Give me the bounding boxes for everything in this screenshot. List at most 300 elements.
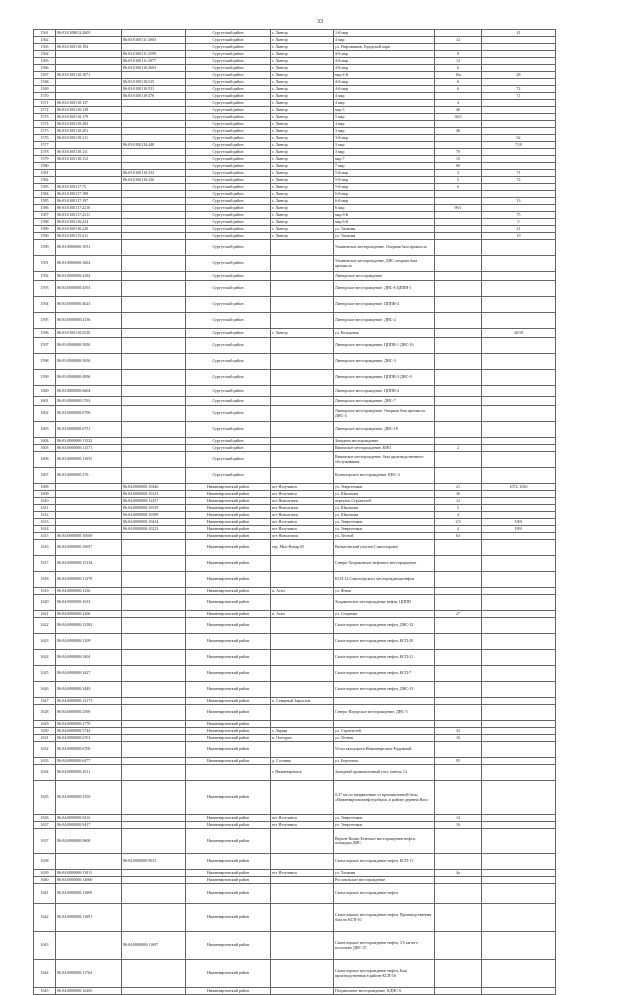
settlement-cell: пгт Излучинск bbox=[271, 822, 334, 829]
building-cadastral-number-cell bbox=[122, 618, 186, 634]
settlement-cell bbox=[271, 397, 334, 406]
house-number-cell: 2 bbox=[435, 445, 482, 452]
table-row bbox=[34, 932, 556, 960]
settlement-cell: г. Лянтор bbox=[271, 329, 334, 338]
cadastral-number-cell bbox=[56, 505, 122, 512]
street-cell: Лянторское месторождение, ДНС-6 ЦППН-1 bbox=[334, 281, 435, 297]
district-cell: Сургутский район bbox=[186, 156, 271, 163]
table-row bbox=[34, 884, 556, 904]
cadastral-number-cell: 86:04:0000000:6761 bbox=[56, 735, 122, 742]
room-number-cell bbox=[482, 100, 556, 107]
house-number-cell bbox=[435, 960, 482, 988]
room-number-cell bbox=[482, 595, 556, 611]
house-number-cell bbox=[435, 219, 482, 226]
room-number-cell bbox=[482, 721, 556, 728]
house-number-cell: 36/3 bbox=[435, 114, 482, 121]
table-row bbox=[34, 988, 556, 995]
room-number-cell bbox=[482, 932, 556, 960]
table-row bbox=[34, 233, 556, 240]
cadastral-number-cell bbox=[56, 37, 122, 44]
settlement-cell: г. Лянтор bbox=[271, 72, 334, 79]
street-cell: 3 мкр bbox=[334, 142, 435, 149]
street-cell: Северо-Покурское месторождение, ДНС-5 bbox=[334, 705, 435, 721]
building-cadastral-number-cell bbox=[122, 212, 186, 219]
settlement-cell bbox=[271, 682, 334, 698]
cadastral-number-cell: 86:04:0000000:2911 bbox=[56, 765, 122, 781]
cadastral-number-cell bbox=[56, 79, 122, 86]
room-number-cell bbox=[482, 272, 556, 281]
settlement-cell bbox=[271, 572, 334, 588]
room-number-cell bbox=[482, 512, 556, 519]
row-number-cell: 1624 bbox=[34, 650, 56, 666]
building-cadastral-number-cell bbox=[122, 156, 186, 163]
room-number-cell bbox=[482, 191, 556, 198]
building-cadastral-number-cell: 86:04:0000000:10123 bbox=[122, 491, 186, 498]
street-cell: 6-й мкр bbox=[334, 191, 435, 198]
district-cell: Нижневартовский район bbox=[186, 822, 271, 829]
table-row bbox=[34, 572, 556, 588]
building-cadastral-number-cell: 86:03:0100110:326 bbox=[122, 177, 186, 184]
settlement-cell bbox=[271, 829, 334, 854]
table-row bbox=[34, 86, 556, 93]
room-number-cell bbox=[482, 184, 556, 191]
building-cadastral-number-cell bbox=[122, 634, 186, 650]
district-cell: Нижневартовский район bbox=[186, 650, 271, 666]
cadastral-number-cell: 86:04:0000000:12173 bbox=[56, 698, 122, 705]
district-cell: Сургутский район bbox=[186, 272, 271, 281]
building-cadastral-number-cell bbox=[122, 904, 186, 932]
table-row bbox=[34, 765, 556, 781]
house-number-cell: 27 bbox=[435, 611, 482, 618]
table-row bbox=[34, 854, 556, 870]
house-number-cell bbox=[435, 329, 482, 338]
room-number-cell bbox=[482, 397, 556, 406]
house-number-cell bbox=[435, 781, 482, 815]
row-number-cell: 1637 bbox=[34, 822, 56, 829]
cadastral-number-cell: 86:04:0000000:1236 bbox=[56, 588, 122, 595]
room-number-cell bbox=[482, 540, 556, 556]
cadastral-number-cell bbox=[56, 58, 122, 65]
settlement-cell bbox=[271, 721, 334, 728]
row-number-cell: 1594 bbox=[34, 297, 56, 313]
street-cell: Лянторское месторождение bbox=[334, 272, 435, 281]
district-cell: Нижневартовский район bbox=[186, 634, 271, 650]
building-cadastral-number-cell: 86:03:0100110:332 bbox=[122, 170, 186, 177]
table-row bbox=[34, 397, 556, 406]
cadastral-number-cell: 86:03:0000000:5763 bbox=[56, 397, 122, 406]
street-cell: мкр 5 bbox=[334, 107, 435, 114]
room-number-cell bbox=[482, 572, 556, 588]
settlement-cell: г. Лянтор bbox=[271, 212, 334, 219]
district-cell: Сургутский район bbox=[186, 354, 271, 370]
district-cell: Нижневартовский район bbox=[186, 877, 271, 884]
room-number-cell bbox=[482, 163, 556, 170]
settlement-cell: г. Лянтор bbox=[271, 100, 334, 107]
street-cell: ул. Энергетиков bbox=[334, 484, 435, 491]
room-number-cell: 72 bbox=[482, 86, 556, 93]
building-cadastral-number-cell bbox=[122, 226, 186, 233]
row-number-cell: 1644 bbox=[34, 960, 56, 988]
building-cadastral-number-cell bbox=[122, 884, 186, 904]
building-cadastral-number-cell bbox=[122, 705, 186, 721]
district-cell: Сургутский район bbox=[186, 397, 271, 406]
cadastral-number-cell bbox=[56, 51, 122, 58]
building-cadastral-number-cell bbox=[122, 781, 186, 815]
house-number-cell bbox=[435, 682, 482, 698]
room-number-cell bbox=[482, 781, 556, 815]
district-cell: Сургутский район bbox=[186, 163, 271, 170]
room-number-cell bbox=[482, 354, 556, 370]
street-cell bbox=[334, 698, 435, 705]
district-cell: Сургутский район bbox=[186, 212, 271, 219]
table-row bbox=[34, 877, 556, 884]
table-row bbox=[34, 205, 556, 212]
street-cell: 4-й мкр bbox=[334, 65, 435, 72]
table-row bbox=[34, 281, 556, 297]
house-number-cell bbox=[435, 281, 482, 297]
street-cell: Ульяновское месторождение, ДНС опорная база промысла bbox=[334, 256, 435, 272]
district-cell: Сургутский район bbox=[186, 149, 271, 156]
settlement-cell: г. Лянтор bbox=[271, 142, 334, 149]
district-cell: Нижневартовский район bbox=[186, 758, 271, 765]
cadastral-number-cell: 86:04:0000000:3449 bbox=[56, 682, 122, 698]
row-number-cell: 1572 bbox=[34, 107, 56, 114]
room-number-cell: 75 bbox=[482, 212, 556, 219]
street-cell: КСП-14 Самотлорского месторождения нефти bbox=[334, 572, 435, 588]
district-cell: Нижневартовский район bbox=[186, 526, 271, 533]
cadastral-number-cell: 86:03:0100110:138 bbox=[56, 107, 122, 114]
row-number-cell: 1587 bbox=[34, 212, 56, 219]
table-row bbox=[34, 386, 556, 397]
house-number-cell bbox=[435, 272, 482, 281]
cadastral-number-cell: 86:03:0000000:11532 bbox=[56, 438, 122, 445]
house-number-cell: 6 bbox=[435, 79, 482, 86]
cadastral-number-cell: 86:04:0000000:5744 bbox=[56, 728, 122, 735]
street-cell: 4 мкр bbox=[334, 37, 435, 44]
street-cell: Северо-Хохряковское нефтяное месторождение bbox=[334, 556, 435, 572]
street-cell: Самотлорское месторождение нефти, База производственная в районе КСП-16 bbox=[334, 960, 435, 988]
row-number-cell: 1642 bbox=[34, 904, 56, 932]
room-number-cell bbox=[482, 533, 556, 540]
street-cell: 3 мкр bbox=[334, 128, 435, 135]
settlement-cell: г. Лянтор bbox=[271, 79, 334, 86]
cadastral-number-cell: 86:04:0000000:12582 bbox=[56, 618, 122, 634]
house-number-cell bbox=[435, 438, 482, 445]
house-number-cell bbox=[435, 44, 482, 51]
street-cell: 4 мкр bbox=[334, 93, 435, 100]
house-number-cell: 16 bbox=[435, 822, 482, 829]
row-number-cell: 1639 bbox=[34, 870, 56, 877]
room-number-cell bbox=[482, 205, 556, 212]
street-cell: Верхне-Колик-Еганское месторождение нефти, площадка ДНС bbox=[334, 829, 435, 854]
street-cell: ул. Таежная bbox=[334, 870, 435, 877]
settlement-cell bbox=[271, 781, 334, 815]
table-row bbox=[34, 72, 556, 79]
settlement-cell: г. Лянтор bbox=[271, 226, 334, 233]
row-number-cell: 1565 bbox=[34, 58, 56, 65]
settlement-cell bbox=[271, 452, 334, 468]
house-number-cell: 4а bbox=[435, 870, 482, 877]
cadastral-number-cell bbox=[56, 93, 122, 100]
settlement-cell: пгт Излучинск bbox=[271, 484, 334, 491]
house-number-cell bbox=[435, 121, 482, 128]
street-cell: 1-й мкр bbox=[334, 30, 435, 37]
district-cell: Сургутский район bbox=[186, 100, 271, 107]
cadastral-number-cell: 86:04:0000000:10049 bbox=[56, 533, 122, 540]
settlement-cell: пгт Излучинск bbox=[271, 491, 334, 498]
building-cadastral-number-cell bbox=[122, 533, 186, 540]
table-row bbox=[34, 163, 556, 170]
settlement-cell bbox=[271, 281, 334, 297]
street-cell: ул. Энергетиков bbox=[334, 526, 435, 533]
settlement-cell: п. Аган bbox=[271, 611, 334, 618]
street-cell: переулок Строителей bbox=[334, 498, 435, 505]
table-row bbox=[34, 198, 556, 205]
cadastral-number-cell: 86:03:0000000:11055 bbox=[56, 452, 122, 468]
building-cadastral-number-cell bbox=[122, 297, 186, 313]
settlement-cell: пгт Новоаганск bbox=[271, 505, 334, 512]
house-number-cell bbox=[435, 142, 482, 149]
street-cell: Западное месторождение bbox=[334, 438, 435, 445]
building-cadastral-number-cell bbox=[122, 256, 186, 272]
table-row bbox=[34, 519, 556, 526]
row-number-cell: 1590 bbox=[34, 240, 56, 256]
settlement-cell: г. Лянтор bbox=[271, 184, 334, 191]
building-cadastral-number-cell: 86:04:0000000:10399 bbox=[122, 512, 186, 519]
district-cell: Нижневартовский район bbox=[186, 829, 271, 854]
settlement-cell bbox=[271, 313, 334, 329]
table-row bbox=[34, 354, 556, 370]
house-number-cell bbox=[435, 452, 482, 468]
table-row bbox=[34, 329, 556, 338]
building-cadastral-number-cell bbox=[122, 829, 186, 854]
house-number-cell: 16 bbox=[435, 735, 482, 742]
room-number-cell bbox=[482, 121, 556, 128]
table-row bbox=[34, 406, 556, 422]
house-number-cell bbox=[435, 904, 482, 932]
table-row bbox=[34, 634, 556, 650]
table-row bbox=[34, 445, 556, 452]
building-cadastral-number-cell bbox=[122, 370, 186, 386]
cadastral-number-cell: 86:03:0100115:211 bbox=[56, 233, 122, 240]
settlement-cell: г. Лянтор bbox=[271, 121, 334, 128]
row-number-cell: 1576 bbox=[34, 135, 56, 142]
district-cell: Нижневартовский район bbox=[186, 519, 271, 526]
row-number-cell: 1640 bbox=[34, 877, 56, 884]
house-number-cell: 6 bbox=[435, 86, 482, 93]
table-row bbox=[34, 438, 556, 445]
cadastral-number-cell: 86:03:0000000:1051 bbox=[56, 240, 122, 256]
table-row bbox=[34, 65, 556, 72]
settlement-cell: пгт Излучинск bbox=[271, 870, 334, 877]
district-cell: Сургутский район bbox=[186, 79, 271, 86]
street-cell: мкр 7 bbox=[334, 156, 435, 163]
settlement-cell bbox=[271, 438, 334, 445]
district-cell: Сургутский район bbox=[186, 30, 271, 37]
settlement-cell: пгт Новоаганск bbox=[271, 512, 334, 519]
table-row bbox=[34, 682, 556, 698]
table-row bbox=[34, 556, 556, 572]
street-cell: 5-й мкр bbox=[334, 177, 435, 184]
street-cell: Самотлорское месторождение нефти, КСП-21 bbox=[334, 650, 435, 666]
street-cell: 5-й мкр bbox=[334, 184, 435, 191]
row-number-cell: 1613 bbox=[34, 519, 56, 526]
building-cadastral-number-cell bbox=[122, 121, 186, 128]
district-cell: Нижневартовский район bbox=[186, 491, 271, 498]
cadastral-number-cell bbox=[56, 932, 122, 960]
table-row bbox=[34, 114, 556, 121]
street-cell: Самотлорское месторождение нефти, 3,5 км юго-восточнее ДНС-37 bbox=[334, 932, 435, 960]
cadastral-number-cell: 86:03:0108012:2605 bbox=[56, 30, 122, 37]
building-cadastral-number-cell bbox=[122, 540, 186, 556]
cadastral-number-cell: 86:04:0000000:11764 bbox=[56, 960, 122, 988]
registry-body bbox=[34, 30, 556, 995]
building-cadastral-number-cell bbox=[122, 588, 186, 595]
street-cell: ул. Таежная bbox=[334, 226, 435, 233]
district-cell: Нижневартовский район bbox=[186, 721, 271, 728]
table-row bbox=[34, 698, 556, 705]
settlement-cell bbox=[271, 884, 334, 904]
table-row bbox=[34, 822, 556, 829]
settlement-cell: г. Лянтор bbox=[271, 37, 334, 44]
row-number-cell: 1582 bbox=[34, 177, 56, 184]
house-number-cell bbox=[435, 226, 482, 233]
district-cell: Сургутский район bbox=[186, 386, 271, 397]
district-cell: Нижневартовский район bbox=[186, 854, 271, 870]
room-number-cell bbox=[482, 452, 556, 468]
street-cell: Самотлорское месторождение нефти, ДНС-13 bbox=[334, 682, 435, 698]
room-number-cell bbox=[482, 829, 556, 854]
district-cell: Сургутский район bbox=[186, 170, 271, 177]
room-number-cell bbox=[482, 44, 556, 51]
room-number-cell bbox=[482, 588, 556, 595]
room-number-cell bbox=[482, 438, 556, 445]
cadastral-number-cell: 86:04:0000000:11811 bbox=[56, 870, 122, 877]
building-cadastral-number-cell bbox=[122, 595, 186, 611]
room-number-cell: 71 bbox=[482, 93, 556, 100]
room-number-cell bbox=[482, 904, 556, 932]
district-cell: Нижневартовский район bbox=[186, 588, 271, 595]
street-cell: 3 мкр bbox=[334, 149, 435, 156]
row-number-cell: 1577 bbox=[34, 142, 56, 149]
district-cell: Нижневартовский район bbox=[186, 505, 271, 512]
row-number-cell: 1623 bbox=[34, 634, 56, 650]
district-cell: Нижневартовский район bbox=[186, 698, 271, 705]
district-cell: Нижневартовский район bbox=[186, 932, 271, 960]
table-row bbox=[34, 121, 556, 128]
building-cadastral-number-cell bbox=[122, 611, 186, 618]
building-cadastral-number-cell bbox=[122, 272, 186, 281]
building-cadastral-number-cell: 86:04:0000000:12437 bbox=[122, 498, 186, 505]
row-number-cell: 1627 bbox=[34, 698, 56, 705]
room-number-cell bbox=[482, 297, 556, 313]
house-number-cell: 5 bbox=[435, 177, 482, 184]
district-cell: Нижневартовский район bbox=[186, 705, 271, 721]
row-number-cell: 1561 bbox=[34, 30, 56, 37]
house-number-cell bbox=[435, 634, 482, 650]
street-cell: 4 мкр bbox=[334, 100, 435, 107]
cadastral-number-cell: 86:04:0000000:9417 bbox=[56, 822, 122, 829]
row-number-cell: 1628 bbox=[34, 705, 56, 721]
street-cell: Лянторское месторождение, ЦППН-3 ДНС-9 bbox=[334, 370, 435, 386]
cadastral-number-cell: 86:03:0000000:8796 bbox=[56, 406, 122, 422]
cadastral-number-cell: 86:03:0000000:11571 bbox=[56, 445, 122, 452]
table-row bbox=[34, 58, 556, 65]
row-number-cell: 1586 bbox=[34, 205, 56, 212]
room-number-cell: 28 bbox=[482, 72, 556, 79]
row-number-cell: 1573 bbox=[34, 114, 56, 121]
district-cell: Сургутский район bbox=[186, 240, 271, 256]
row-number-cell: 1575 bbox=[34, 128, 56, 135]
settlement-cell: г. Лянтор bbox=[271, 219, 334, 226]
building-cadastral-number-cell bbox=[122, 870, 186, 877]
table-row bbox=[34, 128, 556, 135]
table-row bbox=[34, 815, 556, 822]
district-cell: Сургутский район bbox=[186, 452, 271, 468]
cadastral-number-cell: 86:03:0100116:224 bbox=[56, 219, 122, 226]
table-row bbox=[34, 452, 556, 468]
row-number-cell: 1605 bbox=[34, 445, 56, 452]
street-cell: ул. Береговая bbox=[334, 758, 435, 765]
row-number-cell: 1588 bbox=[34, 219, 56, 226]
house-number-cell bbox=[435, 135, 482, 142]
cadastral-number-cell: 86:04:0000000:1633 bbox=[56, 595, 122, 611]
table-row bbox=[34, 705, 556, 721]
cadastral-number-cell: 86:03:0100110:179 bbox=[56, 114, 122, 121]
street-cell: Ульяновское месторождение. Опорная база промысла bbox=[334, 240, 435, 256]
street-cell: Лянторское месторождение, ЦППН-4 bbox=[334, 297, 435, 313]
room-number-cell bbox=[482, 682, 556, 698]
cadastral-number-cell: 86:04:0000000:6700 bbox=[56, 742, 122, 758]
district-cell: Нижневартовский район bbox=[186, 666, 271, 682]
building-cadastral-number-cell: 86:04:0000000:10434 bbox=[122, 519, 186, 526]
house-number-cell bbox=[435, 829, 482, 854]
table-row bbox=[34, 272, 556, 281]
room-number-cell bbox=[482, 735, 556, 742]
house-number-cell bbox=[435, 932, 482, 960]
room-number-cell: 26/18 bbox=[482, 329, 556, 338]
table-row bbox=[34, 595, 556, 611]
room-number-cell bbox=[482, 815, 556, 822]
settlement-cell: пгт Новоаганск bbox=[271, 498, 334, 505]
district-cell: Сургутский район bbox=[186, 142, 271, 149]
building-cadastral-number-cell bbox=[122, 386, 186, 397]
district-cell: Сургутский район bbox=[186, 128, 271, 135]
house-number-cell: 48 bbox=[435, 128, 482, 135]
house-number-cell bbox=[435, 240, 482, 256]
house-number-cell bbox=[435, 313, 482, 329]
district-cell: Сургутский район bbox=[186, 198, 271, 205]
house-number-cell bbox=[435, 256, 482, 272]
settlement-cell: пгт Излучинск bbox=[271, 526, 334, 533]
registry-table bbox=[33, 29, 556, 995]
room-number-cell bbox=[482, 698, 556, 705]
table-row bbox=[34, 721, 556, 728]
settlement-cell: г. Лянтор bbox=[271, 86, 334, 93]
table-row bbox=[34, 422, 556, 438]
street-cell: ул. Энергетиков bbox=[334, 815, 435, 822]
room-number-cell bbox=[482, 618, 556, 634]
row-number-cell: 1571 bbox=[34, 100, 56, 107]
building-cadastral-number-cell bbox=[122, 114, 186, 121]
cadastral-number-cell: 86:03:0000000:4593 bbox=[56, 281, 122, 297]
street-cell: ул. Нефтяников, Городской парк bbox=[334, 44, 435, 51]
house-number-cell: 9 bbox=[435, 51, 482, 58]
district-cell: Сургутский район bbox=[186, 177, 271, 184]
building-cadastral-number-cell bbox=[122, 107, 186, 114]
cadastral-number-cell: 86:03:0100110:111 bbox=[56, 149, 122, 156]
row-number-cell: 1610 bbox=[34, 498, 56, 505]
